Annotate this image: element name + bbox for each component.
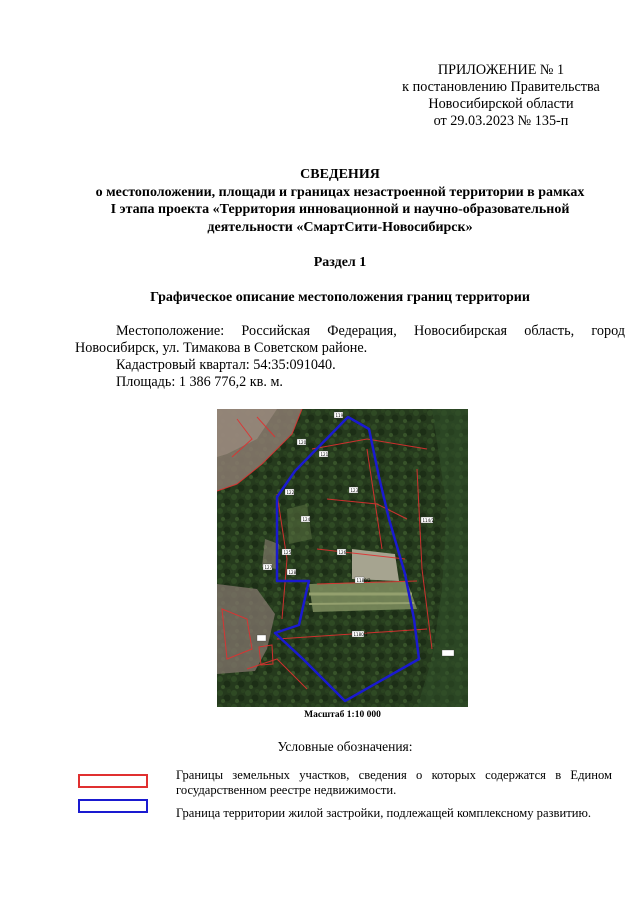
map-scale: Масштаб 1:10 000 xyxy=(304,710,381,720)
title-line-2: о местоположении, площади и границах незастроенной территории в рамках xyxy=(95,184,585,200)
document-title xyxy=(40,166,640,236)
plot-label: 1180/3 xyxy=(353,632,368,637)
plot-label: 124 xyxy=(302,517,311,522)
satellite-map-image xyxy=(217,409,468,707)
section-heading: Раздел 1 xyxy=(313,255,367,270)
plot-label: 125 xyxy=(283,550,292,555)
appendix-line-3: Новосибирской области xyxy=(428,96,574,112)
legend-text-territory: Граница территории жилой застройки, подлежащей комплексному развитию. xyxy=(176,806,592,820)
plot-label: 127 xyxy=(264,565,273,570)
plot-label: 119 xyxy=(335,413,344,418)
appendix-line-2: к постановлению Правительства xyxy=(402,79,600,95)
title-line-1: СВЕДЕНИЯ xyxy=(300,167,380,182)
location-paragraph: Местоположение: Российская Федерация, Новосибирская область, город Новосибирск, ул. Тимакова в Советском районе. xyxy=(75,323,625,356)
plot-label: 128 xyxy=(288,570,297,575)
plot-label: 114/2 xyxy=(422,518,435,523)
plot-label: 121 xyxy=(320,452,329,457)
legend-text-cadastral: Границы земельных участков, сведения о которых содержатся в Едином государственном реестре недвижимости. xyxy=(176,768,612,797)
legend-swatch-cadastral xyxy=(78,774,148,788)
satellite-map xyxy=(217,409,468,707)
plot-label: 120 xyxy=(298,440,307,445)
legend-swatch-territory xyxy=(78,799,148,813)
legend-title: Условные обозначения: xyxy=(277,739,413,754)
plot-label: 122 xyxy=(286,490,295,495)
subsection-heading: Графическое описание местоположения границ территории xyxy=(150,290,530,305)
cadastral-paragraph: Кадастровый квартал: 54:35:091040. xyxy=(116,357,336,373)
appendix-number: ПРИЛОЖЕНИЕ № 1 xyxy=(437,62,565,78)
area-paragraph: Площадь: 1 386 776,2 кв. м. xyxy=(116,374,283,390)
appendix-header xyxy=(370,62,632,130)
title-line-4: деятельности «СмартСити-Новосибирск» xyxy=(207,219,473,235)
title-line-3: I этапа проекта «Территория инновационной и научно-образовательной xyxy=(110,202,570,217)
plot-label: 123 xyxy=(350,488,359,493)
appendix-date: от 29.03.2023 № 135-п xyxy=(433,113,569,129)
plot-label: 1180/2 xyxy=(356,578,371,583)
plot-label: 126 xyxy=(338,550,347,555)
